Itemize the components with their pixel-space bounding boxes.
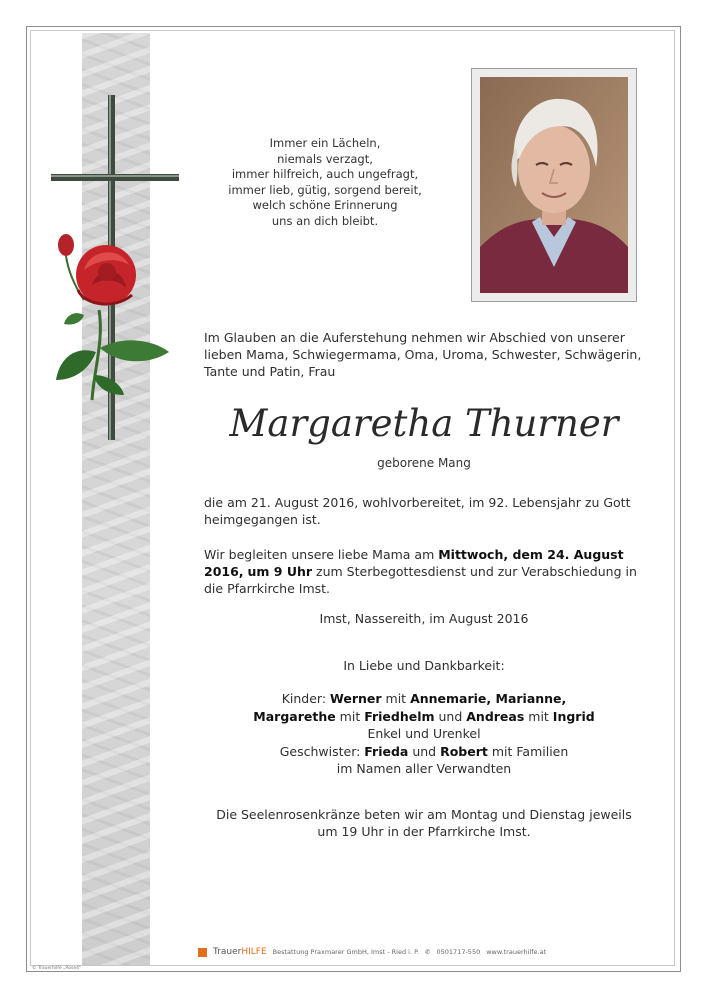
- portrait-photo: [480, 77, 628, 293]
- copyright: © Trauerhilfe „Rose4“: [32, 966, 82, 971]
- portrait-frame: [471, 68, 637, 302]
- death-notice: die am 21. August 2016, wohlvorbereitet, im 92. Lebensjahr zu Gott heimgegangen ist.: [204, 495, 631, 527]
- rosary-line: Die Seelenrosenkränze beten wir am Montag und Dienstag jeweils: [216, 807, 632, 822]
- family-line: im Namen aller Verwandten: [336, 761, 512, 776]
- poem-line: welch schöne Erinnerung: [252, 198, 398, 212]
- family-line: Margarethe mit Friedhelm und Andreas mit Ingrid: [253, 708, 595, 724]
- footer: [198, 945, 638, 959]
- birth-name: geborene Mang: [377, 456, 471, 470]
- rosary-notice: [204, 806, 644, 840]
- deceased-name: Margaretha Thurner: [229, 402, 619, 445]
- family-line: Kinder: Werner mit Annemarie, Marianne,: [281, 691, 567, 706]
- funeral-text: Wir begleiten unsere liebe Mama am: [204, 547, 439, 562]
- funeral-time: um 9 Uhr: [247, 564, 313, 579]
- funeral-text: zum Sterbegottesdienst und zur Verabschiedung in die Pfarrkirche Imst.: [204, 564, 637, 596]
- company-name: Bestattung Praxmarer GmbH, Imst - Ried i. P.: [272, 948, 420, 956]
- thanks-line: In Liebe und Dankbarkeit:: [343, 658, 505, 673]
- website: www.trauerhilfe.at: [486, 948, 547, 956]
- funeral-date: Mittwoch, dem 24. August 2016,: [204, 547, 624, 579]
- rosary-line: um 19 Uhr in der Pfarrkirche Imst.: [317, 824, 531, 839]
- intro-text: Im Glauben an die Auferstehung nehmen wir Abschied von unserer lieben Mama, Schwiegermama, Oma, Uroma, Schwester, Schwägerin, Tante und Patin, Frau: [204, 330, 642, 379]
- cross-with-rose-icon: [44, 90, 184, 440]
- family-list: [204, 690, 644, 778]
- poem-line: Immer ein Lächeln,: [269, 136, 381, 150]
- poem-line: uns an dich bleibt.: [271, 213, 379, 228]
- funeral-notice: [204, 546, 644, 597]
- phone-icon: ✆: [425, 948, 431, 956]
- family-line: Geschwister: Frieda und Robert mit Familien: [279, 743, 569, 759]
- poem-line: immer hilfreich, auch ungefragt,: [231, 167, 419, 181]
- phone-number: 0501717-550: [436, 948, 481, 956]
- poem-line: niemals verzagt,: [277, 151, 373, 166]
- poem-line: immer lieb, gütig, sorgend bereit,: [228, 182, 422, 197]
- family-line: Enkel und Urenkel: [367, 726, 481, 741]
- trauerhilfe-logo-icon: [198, 948, 207, 957]
- poem: [225, 136, 425, 229]
- place-date: Imst, Nassereith, im August 2016: [319, 611, 529, 626]
- trauerhilfe-logo: TrauerHILFE: [213, 947, 267, 957]
